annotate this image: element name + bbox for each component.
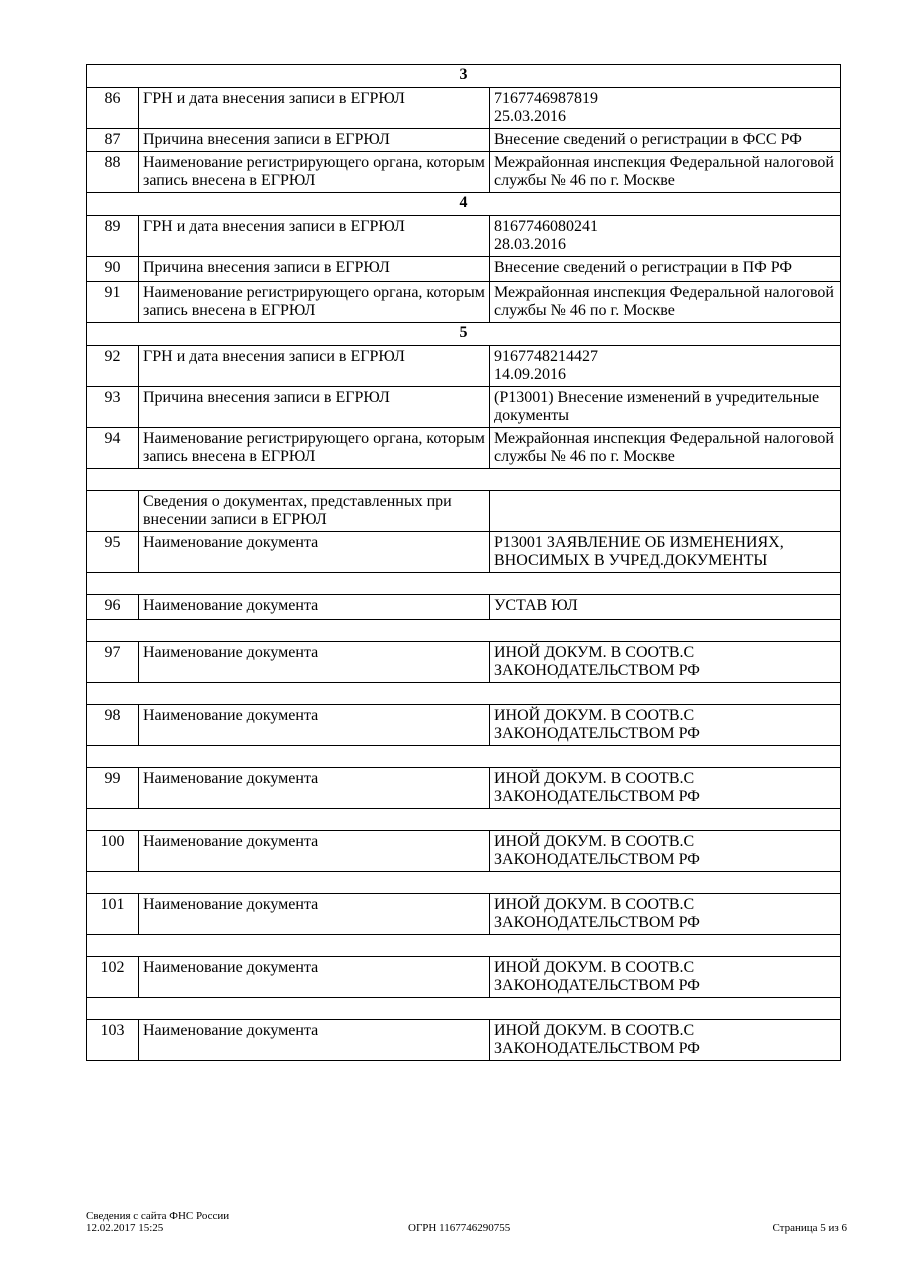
row-label: Наименование документа [139, 957, 490, 998]
spacer-cell [87, 998, 841, 1020]
footer-page-number: Страница 5 из 6 [772, 1222, 847, 1234]
row-number [87, 491, 139, 532]
table-row [87, 129, 841, 152]
row-number: 96 [87, 595, 139, 620]
section-header-row [87, 65, 841, 88]
row-label: Наименование регистрирующего органа, которым запись внесена в ЕГРЮЛ [139, 152, 490, 193]
row-label: ГРН и дата внесения записи в ЕГРЮЛ [139, 88, 490, 129]
row-label: Наименование документа [139, 532, 490, 573]
row-label: Причина внесения записи в ЕГРЮЛ [139, 257, 490, 282]
row-number: 100 [87, 831, 139, 872]
spacer-cell [87, 573, 841, 595]
table-row [87, 768, 841, 809]
footer-source-line: Сведения с сайта ФНС России [86, 1210, 230, 1222]
row-number: 91 [87, 282, 139, 323]
row-number: 92 [87, 346, 139, 387]
row-number: 90 [87, 257, 139, 282]
row-number: 93 [87, 387, 139, 428]
row-number: 95 [87, 532, 139, 573]
row-label: Наименование документа [139, 705, 490, 746]
row-value: 7167746987819 25.03.2016 [490, 88, 841, 129]
row-value: Внесение сведений о регистрации в ПФ РФ [490, 257, 841, 282]
row-value: ИНОЙ ДОКУМ. В СООТВ.С ЗАКОНОДАТЕЛЬСТВОМ РФ [490, 768, 841, 809]
spacer-cell [87, 746, 841, 768]
row-number: 103 [87, 1020, 139, 1061]
row-number: 86 [87, 88, 139, 129]
table-row [87, 491, 841, 532]
row-value: ИНОЙ ДОКУМ. В СООТВ.С ЗАКОНОДАТЕЛЬСТВОМ РФ [490, 705, 841, 746]
table-row [87, 88, 841, 129]
table-row [87, 152, 841, 193]
row-label: Наименование документа [139, 642, 490, 683]
spacer-cell [87, 809, 841, 831]
table-row [87, 1020, 841, 1061]
table-body [87, 65, 841, 1061]
row-value: ИНОЙ ДОКУМ. В СООТВ.С ЗАКОНОДАТЕЛЬСТВОМ РФ [490, 957, 841, 998]
table-row [87, 282, 841, 323]
spacer-row [87, 573, 841, 595]
row-label: Наименование документа [139, 894, 490, 935]
row-label: Наименование регистрирующего органа, которым запись внесена в ЕГРЮЛ [139, 282, 490, 323]
table-row [87, 595, 841, 620]
row-value: ИНОЙ ДОКУМ. В СООТВ.С ЗАКОНОДАТЕЛЬСТВОМ РФ [490, 894, 841, 935]
table-row [87, 257, 841, 282]
section-header-row [87, 193, 841, 216]
row-value: Внесение сведений о регистрации в ФСС РФ [490, 129, 841, 152]
spacer-cell [87, 683, 841, 705]
row-label: Причина внесения записи в ЕГРЮЛ [139, 129, 490, 152]
row-value: ИНОЙ ДОКУМ. В СООТВ.С ЗАКОНОДАТЕЛЬСТВОМ РФ [490, 1020, 841, 1061]
spacer-cell [87, 620, 841, 642]
spacer-row [87, 683, 841, 705]
spacer-cell [87, 872, 841, 894]
section-number: 3 [87, 65, 841, 88]
table-row [87, 957, 841, 998]
row-number: 98 [87, 705, 139, 746]
spacer-row [87, 746, 841, 768]
table-row [87, 216, 841, 257]
row-number: 89 [87, 216, 139, 257]
spacer-row [87, 620, 841, 642]
table-row [87, 831, 841, 872]
spacer-cell [87, 469, 841, 491]
row-value: 8167746080241 28.03.2016 [490, 216, 841, 257]
section-header-row [87, 323, 841, 346]
row-value: (Р13001) Внесение изменений в учредительные документы [490, 387, 841, 428]
row-label: ГРН и дата внесения записи в ЕГРЮЛ [139, 346, 490, 387]
row-label: Наименование документа [139, 831, 490, 872]
row-number: 102 [87, 957, 139, 998]
footer-timestamp: 12.02.2017 15:25 [86, 1222, 164, 1234]
row-value: 9167748214427 14.09.2016 [490, 346, 841, 387]
table-row [87, 705, 841, 746]
egrul-records-table [86, 64, 841, 1061]
row-number: 87 [87, 129, 139, 152]
footer-source [86, 1210, 229, 1234]
spacer-row [87, 809, 841, 831]
spacer-row [87, 469, 841, 491]
row-number: 94 [87, 428, 139, 469]
row-number: 101 [87, 894, 139, 935]
spacer-row [87, 935, 841, 957]
row-number: 88 [87, 152, 139, 193]
row-number: 97 [87, 642, 139, 683]
row-label: Наименование документа [139, 1020, 490, 1061]
row-number: 99 [87, 768, 139, 809]
row-label: Наименование документа [139, 768, 490, 809]
row-label: Наименование документа [139, 595, 490, 620]
spacer-cell [87, 935, 841, 957]
spacer-row [87, 998, 841, 1020]
table-row [87, 346, 841, 387]
row-value: Межрайонная инспекция Федеральной налоговой службы № 46 по г. Москве [490, 282, 841, 323]
row-value [490, 491, 841, 532]
row-value: Р13001 ЗАЯВЛЕНИЕ ОБ ИЗМЕНЕНИЯХ, ВНОСИМЫХ В УЧРЕД.ДОКУМЕНТЫ [490, 532, 841, 573]
table-row [87, 642, 841, 683]
spacer-row [87, 872, 841, 894]
table-row [87, 894, 841, 935]
section-number: 4 [87, 193, 841, 216]
table-row [87, 532, 841, 573]
row-label: Сведения о документах, представленных при внесении записи в ЕГРЮЛ [139, 491, 490, 532]
row-value: ИНОЙ ДОКУМ. В СООТВ.С ЗАКОНОДАТЕЛЬСТВОМ РФ [490, 642, 841, 683]
row-label: ГРН и дата внесения записи в ЕГРЮЛ [139, 216, 490, 257]
section-number: 5 [87, 323, 841, 346]
row-label: Наименование регистрирующего органа, которым запись внесена в ЕГРЮЛ [139, 428, 490, 469]
table-row [87, 387, 841, 428]
row-value: УСТАВ ЮЛ [490, 595, 841, 620]
table-row [87, 428, 841, 469]
footer-ogrn: ОГРН 1167746290755 [408, 1222, 511, 1234]
row-value: Межрайонная инспекция Федеральной налоговой службы № 46 по г. Москве [490, 428, 841, 469]
row-label: Причина внесения записи в ЕГРЮЛ [139, 387, 490, 428]
row-value: Межрайонная инспекция Федеральной налоговой службы № 46 по г. Москве [490, 152, 841, 193]
row-value: ИНОЙ ДОКУМ. В СООТВ.С ЗАКОНОДАТЕЛЬСТВОМ РФ [490, 831, 841, 872]
